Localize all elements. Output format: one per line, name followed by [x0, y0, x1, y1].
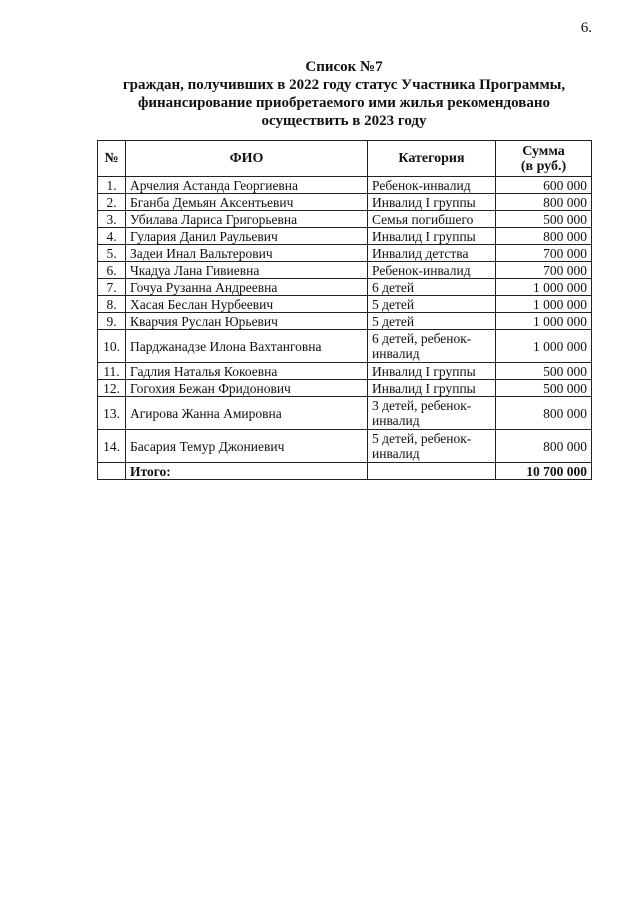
- row-number: 1.: [98, 177, 126, 194]
- row-category: 5 детей, ребенок-инвалид: [368, 430, 496, 463]
- table-body: [98, 177, 592, 463]
- row-category: 5 детей: [368, 296, 496, 313]
- row-number: 4.: [98, 228, 126, 245]
- table-total-row: [98, 463, 592, 480]
- row-sum: 1 000 000: [496, 330, 592, 363]
- table-row: [98, 211, 592, 228]
- row-full-name: Парджанадзе Илона Вахтанговна: [126, 330, 368, 363]
- row-full-name: Гадлия Наталья Кокоевна: [126, 363, 368, 380]
- table-row: [98, 313, 592, 330]
- row-sum: 700 000: [496, 262, 592, 279]
- table-row: [98, 228, 592, 245]
- total-sum: 10 700 000: [496, 463, 592, 480]
- row-number: 9.: [98, 313, 126, 330]
- row-category: Инвалид I группы: [368, 380, 496, 397]
- list-title: Список №7: [305, 59, 383, 75]
- table-row: [98, 262, 592, 279]
- list-subtitle-line-2: финансирование приобретаемого ими жилья рекомендовано: [137, 95, 551, 111]
- row-number: 13.: [98, 397, 126, 430]
- row-category: Семья погибшего: [368, 211, 496, 228]
- row-sum: 500 000: [496, 363, 592, 380]
- row-full-name: Чкадуа Лана Гивиевна: [126, 262, 368, 279]
- row-full-name: Гочуа Рузанна Андреевна: [126, 279, 368, 296]
- row-number: 14.: [98, 430, 126, 463]
- row-sum: 800 000: [496, 228, 592, 245]
- row-category: 3 детей, ребенок-инвалид: [368, 397, 496, 430]
- row-number: 11.: [98, 363, 126, 380]
- table-row: [98, 194, 592, 211]
- row-sum: 1 000 000: [496, 279, 592, 296]
- row-category: Инвалид I группы: [368, 228, 496, 245]
- row-number: 10.: [98, 330, 126, 363]
- table-row: [98, 397, 592, 430]
- row-category: 6 детей: [368, 279, 496, 296]
- header-number: №: [98, 141, 126, 177]
- row-full-name: Убилава Лариса Григорьевна: [126, 211, 368, 228]
- row-number: 12.: [98, 380, 126, 397]
- row-category: 6 детей, ребенок-инвалид: [368, 330, 496, 363]
- row-sum: 600 000: [496, 177, 592, 194]
- row-sum: 800 000: [496, 194, 592, 211]
- row-number: 2.: [98, 194, 126, 211]
- list-subtitle-line-3: осуществить в 2023 году: [261, 113, 427, 129]
- row-category: Инвалид I группы: [368, 194, 496, 211]
- row-full-name: Гогохия Бежан Фридонович: [126, 380, 368, 397]
- row-full-name: Арчелия Астанда Георгиевна: [126, 177, 368, 194]
- row-number: 3.: [98, 211, 126, 228]
- row-full-name: Гулария Данил Раульевич: [126, 228, 368, 245]
- row-full-name: Кварчия Руслан Юрьевич: [126, 313, 368, 330]
- total-empty-cell: [368, 463, 496, 480]
- row-sum: 1 000 000: [496, 296, 592, 313]
- table-row: [98, 363, 592, 380]
- page-number: 6.: [580, 20, 592, 36]
- row-category: Ребенок-инвалид: [368, 177, 496, 194]
- row-sum: 500 000: [496, 380, 592, 397]
- table-header-row: [98, 141, 592, 177]
- row-number: 5.: [98, 245, 126, 262]
- total-empty-cell: [98, 463, 126, 480]
- document-heading: [96, 58, 592, 130]
- row-number: 7.: [98, 279, 126, 296]
- row-category: 5 детей: [368, 313, 496, 330]
- header-sum-line-1: Сумма: [522, 143, 565, 159]
- row-category: Ребенок-инвалид: [368, 262, 496, 279]
- table-row: [98, 279, 592, 296]
- table-row: [98, 430, 592, 463]
- row-sum: 500 000: [496, 211, 592, 228]
- row-number: 6.: [98, 262, 126, 279]
- header-category: Категория: [368, 141, 496, 177]
- row-sum: 800 000: [496, 397, 592, 430]
- header-sum: [496, 141, 592, 177]
- header-full-name: ФИО: [126, 141, 368, 177]
- table-row: [98, 330, 592, 363]
- row-sum: 800 000: [496, 430, 592, 463]
- row-full-name: Хасая Беслан Нурбеевич: [126, 296, 368, 313]
- row-category: Инвалид I группы: [368, 363, 496, 380]
- table-row: [98, 245, 592, 262]
- row-full-name: Агирова Жанна Амировна: [126, 397, 368, 430]
- table-row: [98, 296, 592, 313]
- row-category: Инвалид детства: [368, 245, 496, 262]
- row-full-name: Басария Темур Джониевич: [126, 430, 368, 463]
- row-full-name: Бганба Демьян Аксентьевич: [126, 194, 368, 211]
- row-full-name: Задеи Инал Вальтерович: [126, 245, 368, 262]
- table-row: [98, 177, 592, 194]
- row-sum: 700 000: [496, 245, 592, 262]
- row-number: 8.: [98, 296, 126, 313]
- row-sum: 1 000 000: [496, 313, 592, 330]
- total-label: Итого:: [126, 463, 368, 480]
- recipients-table: [97, 140, 592, 480]
- table-row: [98, 380, 592, 397]
- header-sum-line-2: (в руб.): [520, 158, 567, 174]
- list-subtitle-line-1: граждан, получивших в 2022 году статус Участника Программы,: [122, 77, 566, 93]
